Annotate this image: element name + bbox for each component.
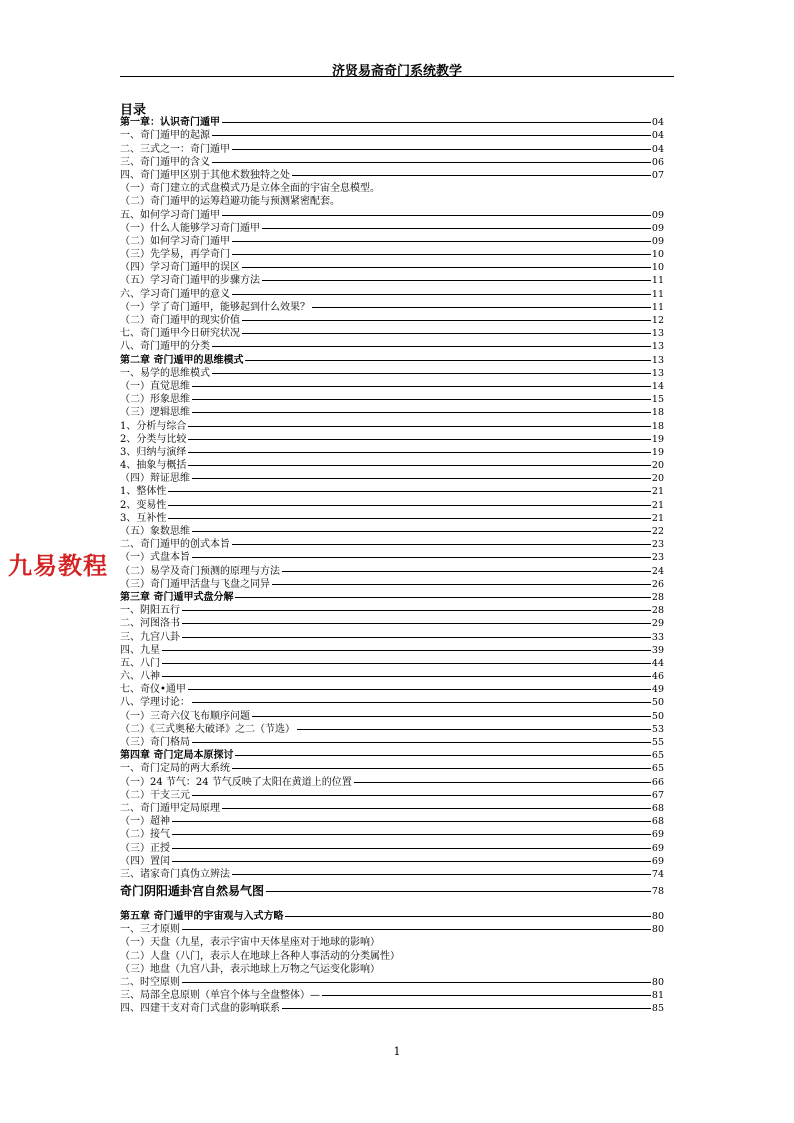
toc-entry-title: 二、三式之一：奇门遁甲 [120, 143, 230, 155]
toc-entry[interactable] [120, 260, 664, 273]
toc-leader-line [232, 294, 651, 295]
toc-leader-line [172, 861, 651, 862]
toc-entry-page: 11 [651, 288, 664, 300]
toc-entry[interactable] [120, 801, 664, 814]
toc-entry-page: 68 [651, 802, 664, 814]
toc-leader-line [232, 874, 651, 875]
toc-leader-line [222, 215, 651, 216]
toc-entry[interactable] [120, 273, 664, 286]
toc-entry-title: 二、奇门遁甲的创式本旨 [120, 539, 230, 551]
toc-leader-line [162, 650, 651, 651]
toc-entry-page: 28 [651, 605, 664, 617]
toc-entry-title: （一）三奇六仪飞布顺序问题 [120, 710, 250, 722]
toc-entry-title: （一）什么人能够学习奇门遁甲 [120, 222, 260, 234]
toc-leader-line [188, 465, 651, 466]
toc-entry-title: 五、如何学习奇门遁甲 [120, 209, 220, 221]
toc-entry[interactable] [120, 722, 664, 735]
toc-leader-line [192, 742, 651, 743]
toc-leader-line [232, 241, 651, 242]
toc-entry[interactable] [120, 656, 664, 669]
toc-entry-title: （二）奇门遁甲的运筹趋避功能与预测紧密配套。 [120, 196, 340, 208]
toc-entry-page: 13 [651, 367, 664, 379]
toc-entry-title: 七、奇门遁甲今日研究状况 [120, 328, 240, 340]
toc-entry[interactable] [120, 115, 664, 128]
toc-leader-line [232, 254, 651, 255]
toc-entry-title: （二）干支三元 [120, 789, 190, 801]
toc-leader-line [182, 929, 651, 930]
toc-entry[interactable] [120, 643, 664, 656]
toc-entry[interactable] [120, 366, 664, 379]
toc-leader-line [188, 426, 651, 427]
toc-entry[interactable] [120, 774, 664, 787]
header-rule [120, 76, 674, 77]
toc-entry-page: 50 [651, 697, 664, 709]
toc-entry-page: 21 [651, 512, 664, 524]
toc-entry-page: 53 [651, 723, 664, 735]
toc-entry-title: 六、学习奇门遁甲的意义 [120, 288, 230, 300]
toc-entry[interactable] [120, 339, 664, 352]
toc-entry-page: 10 [651, 249, 664, 261]
toc-entry[interactable] [120, 550, 664, 563]
toc-entry[interactable] [120, 221, 664, 234]
toc-leader-line [292, 175, 651, 176]
toc-entry[interactable] [120, 286, 664, 299]
toc-entry-page: 33 [651, 631, 664, 643]
toc-entry-page: 80 [651, 977, 664, 988]
toc-entry-title: 八、学理讨论： [120, 697, 190, 709]
toc-entry-page: 04 [651, 117, 664, 129]
toc-entry-title: （三）逻辑思维 [120, 407, 190, 419]
toc-leader-line [272, 584, 651, 585]
toc-leader-line [297, 729, 651, 730]
toc-entry[interactable] [120, 735, 664, 748]
toc-entry[interactable] [120, 234, 664, 247]
toc-entry-page: 50 [651, 710, 664, 722]
toc-entry[interactable] [120, 988, 664, 1001]
toc-leader-line [212, 373, 651, 374]
header-title: 济贤易斋奇门系统教学 [331, 64, 462, 79]
toc-leader-line [285, 916, 650, 917]
toc-leader-line [168, 518, 651, 519]
toc-entry[interactable] [120, 814, 664, 827]
toc-entry[interactable] [120, 948, 664, 961]
toc-leader-line [282, 1008, 651, 1009]
toc-entry-title: （一）24 节气：24 节气反映了太阳在黄道上的位置 [120, 776, 352, 788]
toc-entry-title: （二）奇门遁甲的现实价值 [120, 315, 240, 326]
toc-entry[interactable] [120, 840, 664, 853]
toc-entry-title: 1、分析与综合 [120, 420, 187, 432]
toc-leader-line [242, 333, 651, 334]
toc-entry-title: （三）奇门遁甲活盘与飞盘之同异 [120, 578, 270, 590]
toc-entry-title: （三）奇门格局 [120, 737, 190, 748]
toc-entry-title: 四、奇门遁甲区别于其他术数独特之处 [120, 169, 290, 181]
toc-entry-title: （四）学习奇门遁甲的误区 [120, 262, 240, 274]
toc-entry-title: 六、八神 [120, 671, 160, 683]
toc-entry[interactable] [120, 181, 664, 194]
toc-leader-line [354, 782, 651, 783]
toc-leader-line [232, 149, 651, 150]
toc-leader-line [172, 834, 651, 835]
toc-entry-title: 1、整体性 [120, 486, 167, 498]
toc-leader-line [192, 557, 651, 558]
toc-leader-line [235, 597, 650, 598]
toc-entry-page: 69 [651, 855, 664, 867]
toc-entry[interactable] [120, 524, 664, 537]
toc-entry-page: 69 [651, 829, 664, 841]
toc-leader-line [168, 505, 651, 506]
toc-entry[interactable] [120, 155, 664, 168]
toc-leader-line [182, 610, 651, 611]
toc-entry-page: 68 [651, 816, 664, 828]
toc-leader-line [168, 491, 651, 492]
page-number: 1 [393, 1045, 401, 1058]
toc-leader-line [162, 663, 651, 664]
toc-entry-page: 18 [651, 420, 664, 432]
toc-entry-page: 46 [651, 671, 664, 683]
toc-entry[interactable] [120, 537, 664, 550]
toc-entry-page: 19 [651, 446, 664, 458]
toc-entry[interactable] [120, 975, 664, 988]
toc-leader-line [222, 122, 651, 123]
toc-entry-page: 20 [651, 473, 664, 485]
toc-entry-page: 21 [651, 499, 664, 511]
watermark: 九易教程 [8, 552, 108, 580]
toc-entry[interactable] [120, 590, 664, 603]
toc-entry-title: 五、八门 [120, 657, 160, 669]
toc-entry-title: 三、奇门遁甲的含义 [120, 156, 210, 168]
toc-entry-title: 二、时空原则 [120, 977, 180, 988]
toc-leader-line [262, 228, 651, 229]
toc-entry-title: 三、九宫八卦 [120, 631, 180, 643]
toc-entry-title: （一）式盘本旨 [120, 552, 190, 564]
toc-entry-page: 78 [651, 885, 664, 897]
toc-entry-page: 04 [651, 130, 664, 142]
toc-entry-title: 奇门阴阳遁卦宫自然易气图 [120, 883, 265, 898]
toc-entry-page: 10 [651, 262, 664, 274]
toc-leader-line [192, 386, 651, 387]
toc-entry[interactable] [120, 511, 664, 524]
toc-entry[interactable] [120, 313, 664, 326]
toc-entry[interactable] [120, 379, 664, 392]
toc-entry[interactable] [120, 300, 664, 313]
toc-leader-line [212, 162, 651, 163]
toc-entry-title: （二）如何学习奇门遁甲 [120, 235, 230, 247]
toc-entry-page: 09 [651, 222, 664, 234]
toc-entry-page: 21 [651, 486, 664, 498]
toc-leader-line [232, 544, 651, 545]
toc-entry-title: （三）正授 [120, 842, 170, 854]
toc-entry-page: 39 [651, 644, 664, 656]
toc-leader-line [182, 982, 651, 983]
toc-entry[interactable] [120, 207, 664, 220]
toc-leader-line [262, 280, 651, 281]
toc-entry-title: （四）置闰 [120, 855, 170, 867]
toc-leader-line [235, 755, 650, 756]
toc-entry-page: 15 [651, 394, 664, 406]
toc-entry-page: 67 [651, 789, 664, 801]
toc-entry-title: （二）形象思维 [120, 394, 190, 406]
toc-entry-page: 23 [651, 539, 664, 551]
toc-entry-page: 13 [651, 341, 664, 353]
toc-entry[interactable] [120, 432, 664, 445]
toc-entry[interactable] [120, 854, 664, 867]
toc-entry-title: 4、抽象与概括 [120, 460, 187, 472]
toc-entry-page: 07 [651, 169, 664, 181]
toc-entry[interactable] [120, 418, 664, 431]
toc-entry[interactable] [120, 141, 664, 154]
toc-entry-title: 一、易学的思维模式 [120, 367, 210, 379]
table-of-contents [120, 115, 664, 1014]
toc-leader-line [188, 689, 651, 690]
toc-entry[interactable] [120, 247, 664, 260]
toc-entry-page: 81 [651, 990, 664, 1002]
toc-entry[interactable] [120, 458, 664, 471]
toc-leader-line [312, 307, 651, 308]
toc-entry-title: 3、归纳与演绎 [120, 446, 187, 458]
toc-entry-page: 69 [651, 842, 664, 854]
toc-entry-title: 四、九星 [120, 644, 160, 656]
toc-entry-page: 24 [651, 565, 664, 577]
toc-heading: 目录 [120, 103, 147, 118]
toc-entry-page: 66 [651, 776, 664, 788]
toc-leader-line [322, 995, 651, 996]
toc-entry-page: 13 [651, 354, 664, 366]
toc-leader-line [232, 768, 651, 769]
toc-leader-line [252, 716, 651, 717]
toc-entry-page: 11 [651, 275, 664, 287]
toc-entry-page: 65 [651, 750, 664, 762]
toc-entry[interactable] [120, 405, 664, 418]
toc-entry-title: 三、诸家奇门真伪立辨法 [120, 868, 230, 880]
toc-entry[interactable] [120, 326, 664, 339]
toc-leader-line [245, 360, 650, 361]
toc-leader-line [212, 135, 651, 136]
toc-entry[interactable] [120, 880, 664, 897]
toc-entry[interactable] [120, 445, 664, 458]
toc-entry[interactable] [120, 695, 664, 708]
toc-entry-page: 06 [651, 156, 664, 168]
toc-entry-title: （二）接气 [120, 829, 170, 841]
toc-entry-title: 八、奇门遁甲的分类 [120, 341, 210, 353]
toc-entry[interactable] [120, 497, 664, 510]
toc-leader-line [212, 346, 651, 347]
toc-entry-title: （一）超神 [120, 816, 170, 828]
toc-entry-page: 09 [651, 235, 664, 247]
toc-entry-page: 11 [651, 301, 664, 313]
toc-entry-title: 三、局部全息原则（单宫个体与全盘整体）— [120, 990, 320, 1002]
toc-entry-title: 一、奇门遁甲的起源 [120, 130, 210, 142]
toc-entry[interactable] [120, 867, 664, 880]
toc-entry-page: 09 [651, 209, 664, 221]
toc-entry-title: （五）象数思维 [120, 526, 190, 537]
toc-entry[interactable] [120, 128, 664, 141]
toc-entry[interactable] [120, 922, 664, 935]
toc-entry[interactable] [120, 616, 664, 629]
toc-entry[interactable] [120, 392, 664, 405]
toc-entry-page: 14 [651, 380, 664, 392]
toc-entry-page: 18 [651, 407, 664, 419]
toc-entry-title: （五）学习奇门遁甲的步骤方法 [120, 275, 260, 287]
toc-entry-page: 85 [651, 1003, 664, 1015]
toc-entry-title: 二、奇门遁甲定局原理 [120, 802, 220, 814]
toc-leader-line [188, 452, 651, 453]
toc-entry-title: 第五章 奇门遁甲的宇宙观与入式方略 [120, 911, 284, 923]
toc-entry-title: （一）天盘（九星，表示宇宙中天体星座对于地球的影响） [120, 937, 380, 949]
toc-entry[interactable] [120, 935, 664, 948]
toc-entry[interactable] [120, 603, 664, 616]
toc-entry-title: 2、分类与比较 [120, 433, 187, 445]
toc-entry-page: 20 [651, 460, 664, 472]
toc-entry-title: （三）地盘（九宫八卦，表示地球上万物之气运变化影响） [120, 963, 380, 975]
toc-entry-title: （二）易学及奇门预测的原理与方法 [120, 565, 280, 577]
toc-entry[interactable] [120, 748, 664, 761]
toc-leader-line [182, 623, 651, 624]
toc-entry[interactable] [120, 577, 664, 590]
toc-entry-page: 22 [651, 526, 664, 537]
toc-leader-line [172, 821, 651, 822]
toc-entry-page: 80 [651, 924, 664, 936]
toc-leader-line [266, 891, 651, 892]
toc-entry-page: 80 [651, 911, 664, 923]
toc-entry-title: （一）奇门建立的式盘模式乃是立体全面的宇宙全息模型。 [120, 183, 380, 195]
toc-entry-page: 26 [651, 578, 664, 590]
toc-leader-line [192, 795, 651, 796]
toc-entry-title: 第一章：认识奇门遁甲 [120, 117, 220, 129]
toc-entry-title: 一、三才原则 [120, 924, 180, 936]
toc-entry-page: 04 [651, 143, 664, 155]
toc-entry-title: （三）先学易，再学奇门 [120, 249, 230, 261]
toc-leader-line [282, 571, 651, 572]
toc-leader-line [222, 808, 651, 809]
toc-leader-line [242, 320, 651, 321]
toc-entry[interactable] [120, 708, 664, 721]
toc-leader-line [192, 531, 651, 532]
toc-entry-page: 23 [651, 552, 664, 564]
toc-leader-line [182, 637, 651, 638]
toc-entry-title: （一）学了奇门遁甲，能够起到什么效果？ [120, 301, 310, 313]
toc-entry[interactable] [120, 352, 664, 365]
toc-leader-line [162, 676, 651, 677]
toc-entry-title: 七、奇仪•通甲 [120, 684, 186, 696]
toc-entry[interactable] [120, 194, 664, 207]
toc-entry-page: 12 [651, 315, 664, 326]
toc-entry-page: 29 [651, 618, 664, 630]
toc-entry-title: （二）《三式奥秘大破译》之二（节选） [120, 723, 295, 735]
toc-leader-line [172, 848, 651, 849]
toc-entry-page: 19 [651, 433, 664, 445]
toc-entry[interactable] [120, 962, 664, 975]
toc-entry-title: 第四章 奇门定局本原探讨 [120, 750, 234, 762]
toc-entry-title: 一、奇门定局的两大系统 [120, 763, 230, 775]
toc-entry-title: 四、四建干支对奇门式盘的影响联系 [120, 1003, 280, 1015]
toc-entry[interactable] [120, 827, 664, 840]
toc-leader-line [188, 439, 651, 440]
toc-entry-page: 28 [651, 591, 664, 603]
toc-entry-title: 第三章 奇门遁甲式盘分解 [120, 591, 234, 603]
toc-entry-page: 74 [651, 868, 664, 880]
toc-entry[interactable] [120, 168, 664, 181]
toc-entry-title: 一、阴阳五行 [120, 605, 180, 617]
toc-entry-page: 13 [651, 328, 664, 340]
toc-entry-title: 二、河图洛书 [120, 618, 180, 630]
toc-leader-line [192, 412, 651, 413]
toc-entry-title: （二）人盘（八门，表示人在地球上各种人事活动的分类属性） [120, 950, 400, 962]
toc-entry[interactable] [120, 629, 664, 642]
toc-leader-line [192, 399, 651, 400]
toc-entry[interactable] [120, 563, 664, 576]
toc-entry-title: 2、变易性 [120, 499, 167, 511]
toc-entry[interactable] [120, 669, 664, 682]
toc-entry[interactable] [120, 484, 664, 497]
toc-entry[interactable] [120, 1001, 664, 1014]
toc-entry[interactable] [120, 909, 664, 922]
toc-leader-line [192, 702, 651, 703]
toc-leader-line [192, 478, 651, 479]
toc-entry-title: （一）直觉思维 [120, 380, 190, 392]
toc-entry[interactable] [120, 788, 664, 801]
toc-leader-line [242, 267, 651, 268]
toc-entry[interactable] [120, 682, 664, 695]
toc-entry-title: 3、互补性 [120, 512, 167, 524]
toc-entry-title: （四）辩证思维 [120, 473, 190, 485]
toc-entry-title: 第二章 奇门遁甲的思维模式 [120, 354, 244, 366]
toc-entry-page: 55 [651, 737, 664, 748]
toc-entry[interactable] [120, 761, 664, 774]
toc-entry-page: 65 [651, 763, 664, 775]
toc-entry-page: 49 [651, 684, 664, 696]
toc-entry-page: 44 [651, 657, 664, 669]
toc-entry[interactable] [120, 471, 664, 484]
